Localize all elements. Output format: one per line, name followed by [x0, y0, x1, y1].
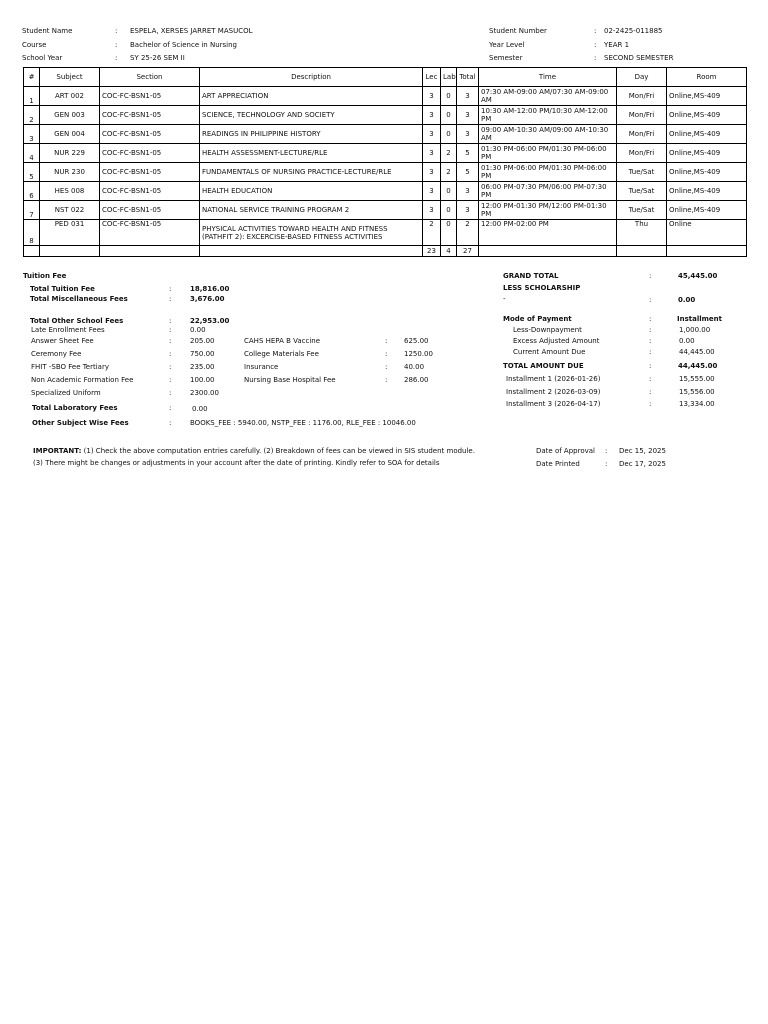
cell-no: 8	[24, 220, 40, 246]
colon: :	[385, 376, 388, 384]
cell-day: Tue/Sat	[617, 201, 667, 220]
table-row	[24, 87, 747, 106]
colon: :	[385, 337, 388, 345]
total-total: 27	[457, 246, 479, 257]
cell-room: Online,MS-409	[667, 182, 747, 201]
colon: :	[649, 296, 652, 304]
less-downpayment-label: Less-Downpayment	[513, 326, 582, 334]
colon: :	[169, 326, 172, 334]
cell-day: Tue/Sat	[617, 163, 667, 182]
table-row	[24, 144, 747, 163]
empty-cell	[617, 246, 667, 257]
fee-item-value: 40.00	[404, 363, 425, 371]
cell-desc: READINGS IN PHILIPPINE HISTORY	[200, 125, 423, 144]
colon: :	[649, 348, 652, 356]
col-header: Section	[100, 68, 200, 87]
table-row	[24, 106, 747, 125]
total-due-label: TOTAL AMOUNT DUE	[503, 362, 584, 370]
total-lab-label: Total Laboratory Fees	[32, 404, 118, 412]
colon: :	[594, 41, 597, 49]
total-lec: 23	[423, 246, 441, 257]
less-scholarship-label: LESS SCHOLARSHIP	[503, 284, 581, 292]
total-due-value: 44,445.00	[678, 362, 718, 370]
colon: :	[649, 337, 652, 345]
fee-item-value: 625.00	[404, 337, 429, 345]
cell-time: 09:00 AM-10:30 AM/09:00 AM-10:30 AM	[479, 125, 617, 144]
cell-day: Mon/Fri	[617, 144, 667, 163]
year-level-label: Year Level	[489, 41, 525, 49]
cell-subject: PED 031	[40, 220, 100, 246]
cell-no: 6	[24, 182, 40, 201]
cell-section: COC-FC-BSN1-05	[100, 125, 200, 144]
total-misc-label: Total Miscellaneous Fees	[30, 295, 128, 303]
col-header: Lec	[423, 68, 441, 87]
installment-label: Installment 3 (2026-04-17)	[506, 400, 601, 408]
description-line: PHYSICAL ACTIVITIES TOWARD HEALTH AND FITNESS	[202, 224, 388, 233]
cell-desc: FUNDAMENTALS OF NURSING PRACTICE-LECTURE/RLE	[200, 163, 423, 182]
installment-label: Installment 1 (2026-01-26)	[506, 375, 601, 383]
cell-day: Tue/Sat	[617, 182, 667, 201]
cell-day: Mon/Fri	[617, 125, 667, 144]
course-label: Course	[22, 41, 47, 49]
colon: :	[115, 54, 118, 62]
fee-item-value: 750.00	[190, 350, 215, 358]
table-row	[24, 220, 747, 246]
cell-total: 3	[457, 106, 479, 125]
cell-total: 3	[457, 201, 479, 220]
fee-item-label: Specialized Uniform	[31, 389, 101, 397]
fee-item-label: Insurance	[244, 363, 279, 371]
empty-cell	[479, 246, 617, 257]
other-subject-label: Other Subject Wise Fees	[32, 419, 129, 427]
cell-section: COC-FC-BSN1-05	[100, 201, 200, 220]
fee-item-value: 1250.00	[404, 350, 433, 358]
empty-cell	[40, 246, 100, 257]
cell-desc: HEALTH ASSESSMENT-LECTURE/RLE	[200, 144, 423, 163]
colon: :	[169, 285, 172, 293]
semester-label: Semester	[489, 54, 523, 62]
cell-time: 12:00 PM-02:00 PM	[479, 220, 617, 246]
colon: :	[649, 375, 652, 383]
cell-no: 5	[24, 163, 40, 182]
totals-row	[24, 246, 747, 257]
cell-desc: HEALTH EDUCATION	[200, 182, 423, 201]
cell-lec: 3	[423, 182, 441, 201]
colon: :	[594, 27, 597, 35]
installment-value: 15,556.00	[679, 388, 715, 396]
installment-value: 13,334.00	[679, 400, 715, 408]
col-header: #	[24, 68, 40, 87]
cell-subject: NUR 229	[40, 144, 100, 163]
cell-total: 5	[457, 163, 479, 182]
empty-cell	[24, 246, 40, 257]
cell-no: 1	[24, 87, 40, 106]
cell-room: Online	[667, 220, 747, 246]
empty-cell	[200, 246, 423, 257]
school-year: SY 25-26 SEM II	[130, 54, 185, 62]
scholarship-value: 0.00	[678, 296, 696, 304]
colon: :	[649, 362, 652, 370]
cell-time: 01:30 PM-06:00 PM/01:30 PM-06:00 PM	[479, 163, 617, 182]
schedule-table	[23, 67, 747, 257]
colon: :	[649, 388, 652, 396]
total-other-label: Total Other School Fees	[30, 317, 124, 325]
cell-desc: SCIENCE, TECHNOLOGY AND SOCIETY	[200, 106, 423, 125]
cell-day: Mon/Fri	[617, 87, 667, 106]
cell-subject: GEN 004	[40, 125, 100, 144]
cell-subject: HES 008	[40, 182, 100, 201]
excess-adjusted-value: 0.00	[679, 337, 695, 345]
cell-lab: 0	[441, 106, 457, 125]
cell-time: 12:00 PM-01:30 PM/12:00 PM-01:30 PM	[479, 201, 617, 220]
cell-lec: 3	[423, 144, 441, 163]
fee-item-value: 286.00	[404, 376, 429, 384]
col-header: Lab	[441, 68, 457, 87]
student-name: ESPELA, XERSES JARRET MASUCOL	[130, 27, 253, 35]
total-other-value: 22,953.00	[190, 317, 230, 325]
cell-desc: NATIONAL SERVICE TRAINING PROGRAM 2	[200, 201, 423, 220]
cell-section: COC-FC-BSN1-05	[100, 144, 200, 163]
description-line: (PATHFIT 2): EXCERCISE-BASED FITNESS ACTIVITIES	[202, 232, 383, 241]
col-header: Day	[617, 68, 667, 87]
total-misc-value: 3,676.00	[190, 295, 225, 303]
cell-lab: 2	[441, 163, 457, 182]
current-due-value: 44,445.00	[679, 348, 715, 356]
col-header: Time	[479, 68, 617, 87]
table-row	[24, 201, 747, 220]
important-text: (1) Check the above computation entries carefully. (2) Breakdown of fees can be viewed in SIS student module.	[81, 447, 475, 455]
cell-no: 2	[24, 106, 40, 125]
col-header: Room	[667, 68, 747, 87]
fee-item-label: Late Enrollment Fees	[31, 326, 105, 334]
table-row	[24, 163, 747, 182]
colon: :	[169, 419, 172, 427]
cell-section: COC-FC-BSN1-05	[100, 106, 200, 125]
cell-lec: 3	[423, 201, 441, 220]
colon: :	[169, 389, 172, 397]
cell-total: 3	[457, 87, 479, 106]
cell-lab: 0	[441, 201, 457, 220]
cell-no: 3	[24, 125, 40, 144]
cell-room: Online,MS-409	[667, 87, 747, 106]
colon: :	[605, 460, 608, 468]
cell-section: COC-FC-BSN1-05	[100, 87, 200, 106]
empty-cell	[667, 246, 747, 257]
cell-subject: NST 022	[40, 201, 100, 220]
cell-lec: 3	[423, 163, 441, 182]
approval-label: Date of Approval	[536, 447, 595, 455]
grand-total-label: GRAND TOTAL	[503, 272, 559, 280]
colon: :	[605, 447, 608, 455]
cell-desc: ART APPRECIATION	[200, 87, 423, 106]
colon: :	[169, 404, 172, 412]
cell-no: 4	[24, 144, 40, 163]
installment-label: Installment 2 (2026-03-09)	[506, 388, 601, 396]
less-downpayment-value: 1,000.00	[679, 326, 711, 334]
cell-day: Thu	[617, 220, 667, 246]
cell-no: 7	[24, 201, 40, 220]
colon: :	[169, 363, 172, 371]
fee-item-label: College Materials Fee	[244, 350, 319, 358]
cell-subject: GEN 003	[40, 106, 100, 125]
cell-room: Online,MS-409	[667, 201, 747, 220]
cell-room: Online,MS-409	[667, 125, 747, 144]
cell-total: 3	[457, 125, 479, 144]
colon: :	[385, 363, 388, 371]
cell-room: Online,MS-409	[667, 106, 747, 125]
cell-subject: ART 002	[40, 87, 100, 106]
cell-time: 01:30 PM-06:00 PM/01:30 PM-06:00 PM	[479, 144, 617, 163]
cell-subject: NUR 230	[40, 163, 100, 182]
colon: :	[115, 27, 118, 35]
colon: :	[649, 272, 652, 280]
colon: :	[115, 41, 118, 49]
colon: :	[385, 350, 388, 358]
mode-of-payment-label: Mode of Payment	[503, 315, 572, 323]
printed-date: Dec 17, 2025	[619, 460, 666, 468]
student-name-label: Student Name	[22, 27, 73, 35]
year-level: YEAR 1	[604, 41, 630, 49]
cell-time: 07:30 AM-09:00 AM/07:30 AM-09:00 AM	[479, 87, 617, 106]
cell-section: COC-FC-BSN1-05	[100, 182, 200, 201]
mode-of-payment-value: Installment	[677, 315, 722, 323]
cell-lec: 3	[423, 87, 441, 106]
total-lab-value: 0.00	[192, 405, 208, 413]
colon: :	[169, 295, 172, 303]
cell-lec: 3	[423, 106, 441, 125]
fee-item-label: Answer Sheet Fee	[31, 337, 94, 345]
colon: :	[169, 350, 172, 358]
cell-room: Online,MS-409	[667, 144, 747, 163]
important-label: IMPORTANT:	[33, 447, 82, 455]
cell-room: Online,MS-409	[667, 163, 747, 182]
semester: SECOND SEMESTER	[604, 54, 674, 62]
colon: :	[594, 54, 597, 62]
cell-total: 3	[457, 182, 479, 201]
fee-item-value: 0.00	[190, 326, 206, 334]
school-year-label: School Year	[22, 54, 63, 62]
tuition-fee-heading: Tuition Fee	[23, 272, 67, 280]
col-header: Total	[457, 68, 479, 87]
fee-item-value: 100.00	[190, 376, 215, 384]
student-number-label: Student Number	[489, 27, 547, 35]
fee-item-label: FHIT -SBO Fee Tertiary	[31, 363, 109, 371]
cell-total: 2	[457, 220, 479, 246]
fee-item-label: CAHS HEPA B Vaccine	[244, 337, 321, 345]
colon: :	[169, 317, 172, 325]
fee-item-value: 235.00	[190, 363, 215, 371]
installment-value: 15,555.00	[679, 375, 715, 383]
other-subject-value: BOOKS_FEE : 5940.00, NSTP_FEE : 1176.00, RLE_FEE : 10046.00	[190, 419, 416, 427]
student-number: 02-2425-011885	[604, 27, 663, 35]
cell-time: 10:30 AM-12:00 PM/10:30 AM-12:00 PM	[479, 106, 617, 125]
fee-item-label: Non Academic Formation Fee	[31, 376, 134, 384]
approval-date: Dec 15, 2025	[619, 447, 666, 455]
cell-lab: 0	[441, 87, 457, 106]
colon: :	[649, 326, 652, 334]
total-tuition-value: 18,816.00	[190, 285, 230, 293]
cell-section: COC-FC-BSN1-05	[100, 163, 200, 182]
excess-adjusted-label: Excess Adjusted Amount	[513, 337, 600, 345]
grand-total-value: 45,445.00	[678, 272, 718, 280]
colon: :	[169, 337, 172, 345]
col-header: Subject	[40, 68, 100, 87]
cell-lec: 3	[423, 125, 441, 144]
cell-total: 5	[457, 144, 479, 163]
fee-item-label: Ceremony Fee	[31, 350, 82, 358]
fee-item-value: 2300.00	[190, 389, 219, 397]
printed-label: Date Printed	[536, 460, 580, 468]
course: Bachelor of Science in Nursing	[130, 41, 237, 49]
cell-lab: 2	[441, 144, 457, 163]
col-header: Description	[200, 68, 423, 87]
table-row	[24, 182, 747, 201]
fee-item-value: 205.00	[190, 337, 215, 345]
colon: :	[649, 400, 652, 408]
cell-time: 06:00 PM-07:30 PM/06:00 PM-07:30 PM	[479, 182, 617, 201]
fee-item-label: Nursing Base Hospital Fee	[244, 376, 336, 384]
total-lab: 4	[441, 246, 457, 257]
empty-cell	[100, 246, 200, 257]
cell-desc	[200, 220, 423, 246]
cell-lab: 0	[441, 182, 457, 201]
cell-lab: 0	[441, 220, 457, 246]
current-due-label: Current Amount Due	[513, 348, 586, 356]
schedule-header-row	[24, 68, 747, 87]
cell-lec: 2	[423, 220, 441, 246]
total-tuition-label: Total Tuition Fee	[30, 285, 95, 293]
scholarship-dash: -	[503, 295, 506, 303]
colon: :	[169, 376, 172, 384]
table-row	[24, 125, 747, 144]
colon: :	[649, 315, 652, 323]
cell-lab: 0	[441, 125, 457, 144]
cell-section: COC-FC-BSN1-05	[100, 220, 200, 246]
important-line2: (3) There might be changes or adjustments in your account after the date of printing. Kindly refer to SOA for details	[33, 459, 440, 467]
cell-day: Mon/Fri	[617, 106, 667, 125]
